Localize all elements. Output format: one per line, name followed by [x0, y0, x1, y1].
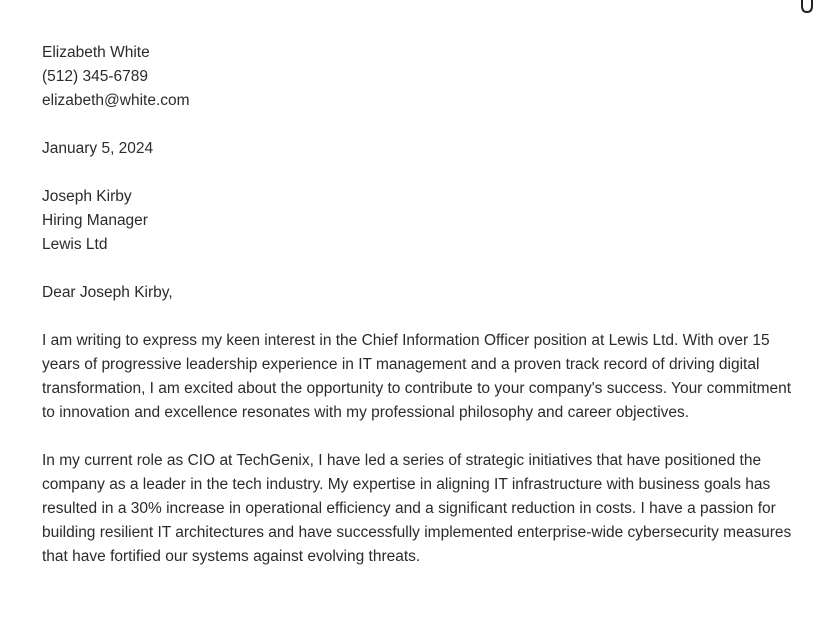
recipient-company: Lewis Ltd — [42, 236, 108, 253]
spacer — [42, 113, 802, 137]
sender-email: elizabeth@white.com — [42, 92, 190, 109]
recipient-title: Hiring Manager — [42, 212, 148, 229]
paragraph-text: In my current role as CIO at TechGenix, I have led a series of strategic initiatives that have positioned the company as a leader in the tech industry. My expertise in aligning IT infrastructure with business goals has resulted in a 30% increase in operational efficiency and a significant reduction in costs. I have a passion for building resilient IT architectures and have successfully implemented enterprise-wide cybersecurity measures that have fortified our systems against evolving threats. — [42, 452, 792, 565]
sender-name: Elizabeth White — [42, 44, 150, 61]
letter-date: January 5, 2024 — [42, 140, 154, 157]
salutation: Dear Joseph Kirby, — [42, 284, 173, 301]
spacer — [42, 305, 802, 329]
paragraph-text: I am writing to express my keen interest in the Chief Information Officer position at Lewis Ltd. With over 15 years of progressive leadership experience in IT management and a proven track record of driving digital transformation, I am excited about the opportunity to contribute to your company's success. Your commitment to innovation and excellence resonates with my professional philosophy and career objectives. — [42, 332, 792, 421]
spacer — [42, 257, 802, 281]
body-paragraph-1 — [42, 329, 800, 425]
spacer — [42, 425, 802, 449]
partial-glyph-icon — [800, 0, 814, 14]
cover-letter — [42, 41, 802, 569]
body-paragraph-2 — [42, 449, 800, 569]
recipient-block — [42, 185, 802, 257]
spacer — [42, 161, 802, 185]
recipient-name: Joseph Kirby — [42, 188, 132, 205]
sender-block — [42, 41, 802, 113]
sender-phone: (512) 345-6789 — [42, 68, 148, 85]
